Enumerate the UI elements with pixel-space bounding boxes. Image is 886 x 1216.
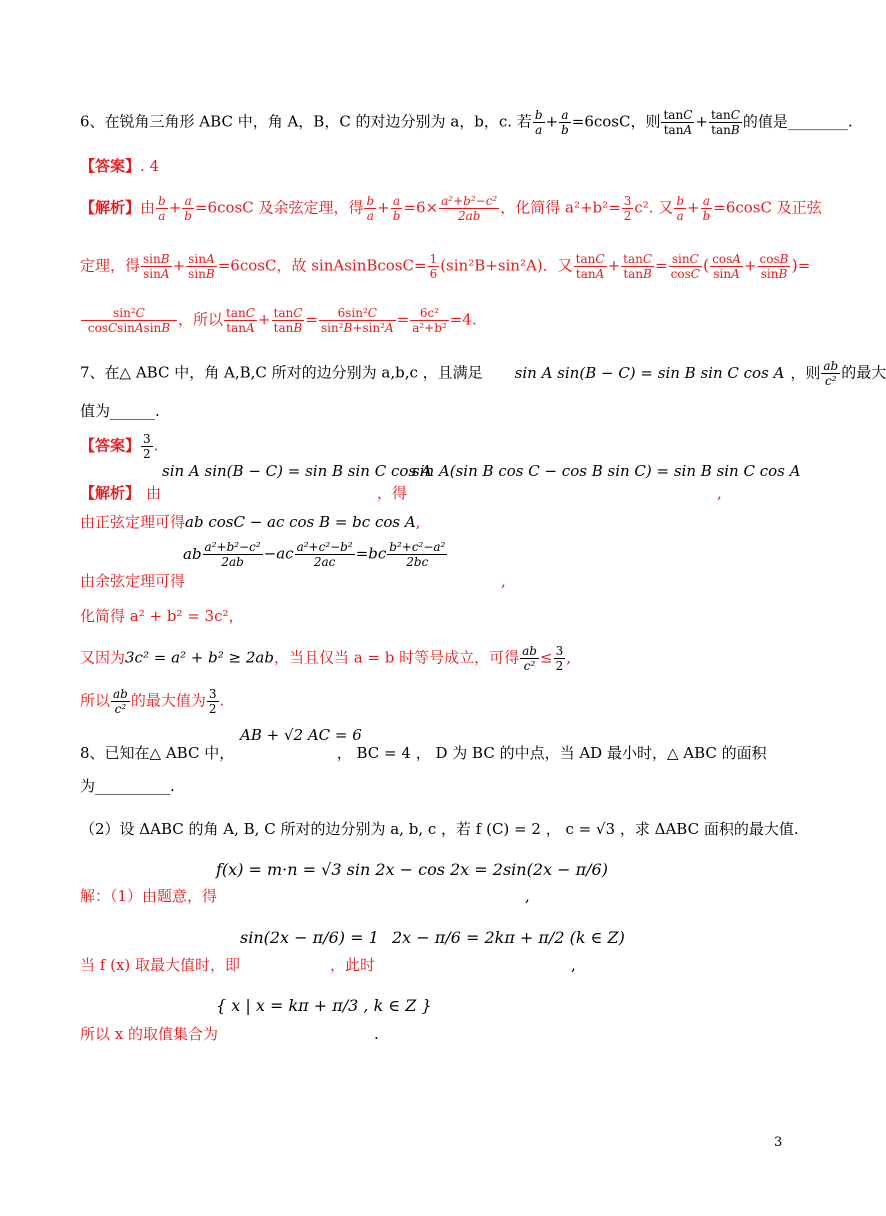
q7-inequality: 又因为3c² = a² + b² ≥ 2ab，当且仅当 a = b 时等号成立，可得 $\frac{ab}{\text{c²}}$ ≤ $\frac{3}{2}$ ,	[80, 644, 571, 673]
q7-expand-formula: sin A(sin B cos C − cos B sin C) = sin B sin C cos A	[412, 462, 801, 480]
q6-question: 6、在锐角三角形 ABC 中，角 A，B，C 的对边分别为 a，b，c. 若 $\frac{b}{a}$ + $\frac{a}{b}$ =6cosC，则 $\frac{\tan C}{\tan A}$ + $\frac{\tan C}{\tan B}$ 的值是________.	[80, 108, 853, 137]
q7-cond-formula-2: sin A sin(B − C) = sin B sin C cos A	[162, 462, 432, 480]
q6-answer	[80, 155, 159, 177]
q6-prefix: 6、在锐角三角形 ABC 中，角 A，B，C 的对边分别为 a，b，c. 若	[80, 112, 532, 131]
part2-question: （2）设 ΔABC 的角 A, B, C 所对的边分别为 a, b, c ，若 f (C) = 2 ， c = √3 ，求 ΔABC 面积的最大值.	[80, 820, 799, 838]
q8-condition-formula: AB + √2 AC = 6	[240, 726, 362, 744]
page-number: 3	[774, 1135, 783, 1150]
q7-cosine-law: 由余弦定理可得 ,	[80, 572, 506, 590]
q6-cond: =6cosC，则	[571, 112, 661, 131]
q8-question-line1: 8、已知在△ ABC 中， ， BC = 4 ， D 为 BC 的中点，当 AD 最小时，△ ABC 的面积	[80, 744, 767, 762]
q7-analysis-line1: 【解析】 由 ，得 ,	[80, 484, 722, 502]
answer-value: . 4	[140, 157, 160, 175]
q7-condition-formula: sin A sin(B − C) = sin B sin C cos A	[514, 363, 785, 382]
max-solution-formula: 2x − π/6 = 2kπ + π/2 (k ∈ Z)	[392, 928, 625, 947]
q6-analysis-line3: $\frac{\text{sin²C}}{\text{cosCsinAsinB}}$ ，所以 $\frac{\tan C}{\tan A}$ + $\frac{\tan C}{\tan B}$ = $\frac{\text{6sin²C}}{\text{sin²B+sin²A}}$ = $\frac{\text{6c²}}{\text{a²+b²}}$ =4.	[80, 306, 477, 335]
q6-analysis-line2: 定理，得 $\frac{\sin B}{\sin A}$ + $\frac{\sin A}{\sin B}$ =6cosC，故 sinAsinBcosC= $\frac{1}{6}$ (sin²B+sin²A)．又 $\frac{\tan C}{\tan A}$ + $\frac{\tan C}{\tan B}$ = $\frac{\sin C}{\cos C}$ ( $\frac{\cos A}{\sin A}$ + $\frac{\cos B}{\sin B}$ )=	[80, 252, 811, 281]
q7-conclusion: 所以 $\frac{ab}{\text{c²}}$ 的最大值为 $\frac{3}{2}$ .	[80, 687, 225, 716]
solution-line3: 所以 x 的取值集合为 .	[80, 1025, 379, 1043]
q7-question-line2: 值为______.	[80, 402, 160, 420]
q7-question-line1: 7、在△ ABC 中，角 A,B,C 所对的边分别为 a,b,c ，且满足 sin A sin(B − C) = sin B sin C cos A ，则 $\frac{ab}{\text{c²}}$ 的最大	[80, 359, 886, 388]
fx-formula: f(x) = m·n = √3 sin 2x − cos 2x = 2sin(2x − π/6)	[216, 860, 608, 879]
solution-line1: 解：（1）由题意，得 ,	[80, 887, 530, 905]
solution-set-formula: { x | x = kπ + π/3 , k ∈ Z }	[216, 996, 432, 1015]
q6-analysis-line1: 【解析】由 $\frac{b}{a}$ + $\frac{a}{b}$ =6cosC 及余弦定理，得 $\frac{b}{a}$ + $\frac{a}{b}$ =6× $\frac{\text{a²+b²−c²}}{2ab}$ ，化简得 a²+b²= $\frac{3}{2}$ c². 又 $\frac{b}{a}$ + $\frac{a}{b}$ =6cosC 及正弦	[80, 194, 822, 223]
q7-sine-law: 由正弦定理可得ab cosC − ac cos B = bc cos A,	[80, 513, 421, 531]
max-condition-formula: sin(2x − π/6) = 1	[240, 928, 379, 947]
q7-cosine-formula: ab $\frac{\text{a²+b²−c²}}{2ab}$ −ac $\frac{\text{a²+c²−b²}}{2ac}$ =bc $\frac{\text{b²+c²−a²}}{2bc}$	[183, 540, 446, 569]
solution-line2: 当 f (x) 取最大值时，即 ，此时 ,	[80, 956, 576, 974]
q7-ineq-formula: 3c² = a² + b² ≥ 2ab	[125, 648, 274, 667]
q6-tail: 的值是________.	[742, 112, 853, 131]
answer-label: 【答案】	[80, 157, 141, 175]
q7-answer: 【答案】 $\frac{3}{2}$ .	[80, 432, 159, 461]
q7-sine-formula: ab cosC − ac cos B = bc cos A	[185, 513, 416, 531]
q7-simplify: 化简得 a² + b² = 3c²，	[80, 607, 244, 625]
q8-question-line2: 为__________.	[80, 777, 175, 795]
analysis-label: 【解析】	[80, 198, 141, 217]
